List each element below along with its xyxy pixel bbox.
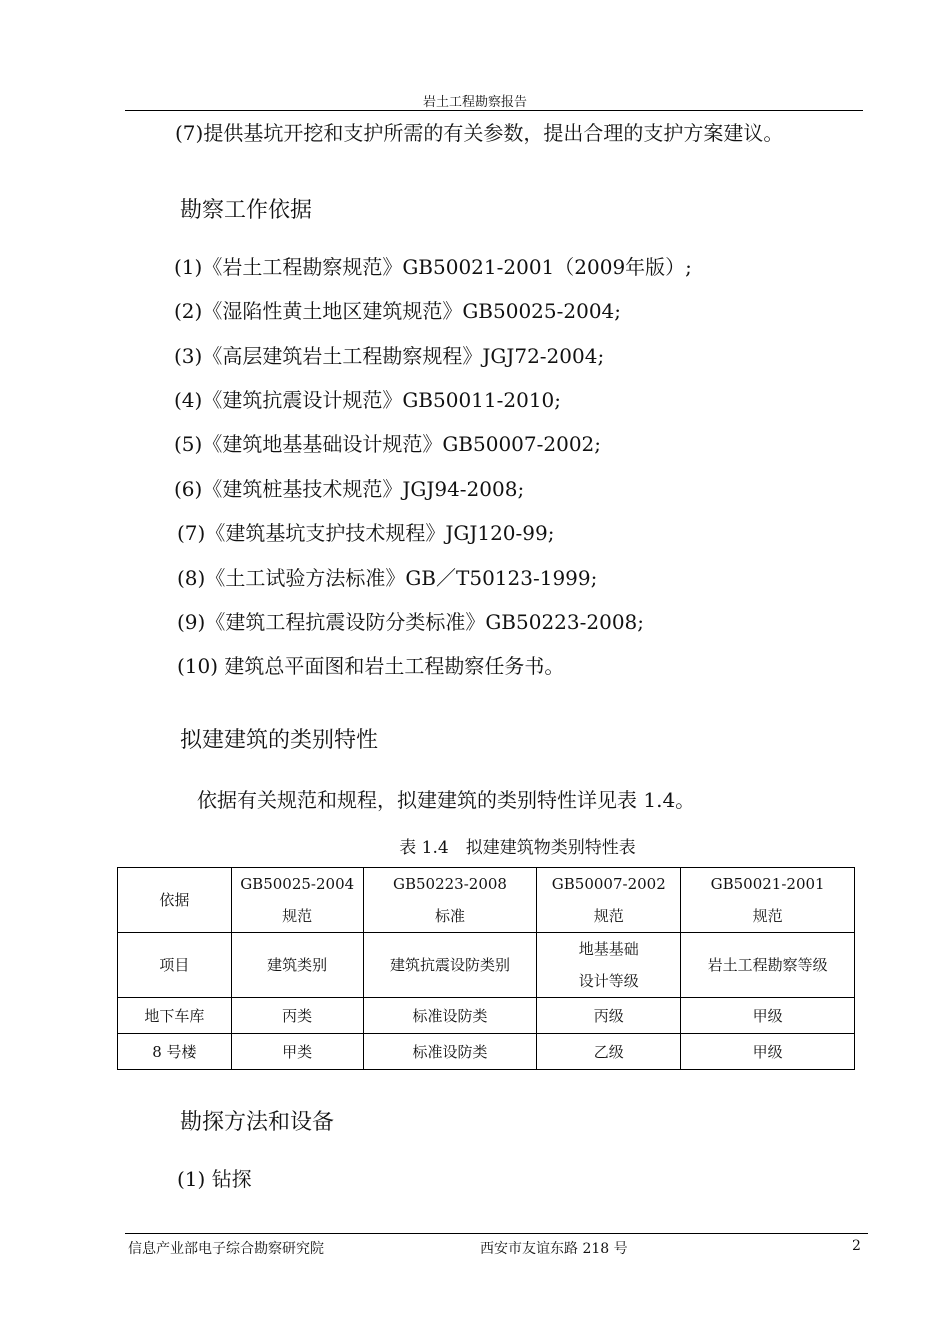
basis-item: (3)《高层建筑岩土工程勘察规程》JGJ72-2004; [174, 344, 605, 368]
table-cell: 项目 [118, 933, 232, 998]
table-cell-line: GB50223-2008 [393, 875, 507, 893]
basis-item: (8)《土工试验方法标准》GB／T50123-1999; [177, 566, 598, 590]
basis-item: (6)《建筑桩基技术规范》JGJ94-2008; [174, 477, 525, 501]
table-cell: 依据 [118, 868, 232, 933]
basis-item: (7)《建筑基坑支护技术规程》JGJ120-99; [177, 521, 555, 545]
basis-item: (1)《岩土工程勘察规范》GB50021-2001（2009年版）; [174, 255, 692, 279]
table-cell-line: 规范 [282, 907, 313, 925]
building-category-table [117, 867, 855, 1070]
table-row [118, 868, 855, 933]
table-cell: 岩土工程勘察等级 [681, 933, 855, 998]
footer-organization: 信息产业部电子综合勘察研究院 [128, 1241, 324, 1257]
table-cell: 8 号楼 [118, 1034, 232, 1070]
heading-exploration-method: 勘探方法和设备 [180, 1110, 335, 1135]
table-cell [537, 933, 681, 998]
category-paragraph: 依据有关规范和规程，拟建建筑的类别特性详见表 1.4。 [197, 788, 696, 812]
table-cell: 标准设防类 [363, 1034, 537, 1070]
table-cell: 乙级 [537, 1034, 681, 1070]
table-cell-line: 规范 [752, 907, 783, 925]
table-cell: 甲级 [681, 998, 855, 1034]
footer-rule [125, 1233, 868, 1234]
table-cell-line: GB50025-2004 [240, 875, 355, 893]
table-cell-line: GB50007-2002 [551, 875, 666, 893]
table-cell [537, 868, 681, 933]
page-number: 2 [852, 1238, 861, 1254]
table-cell-line: GB50021-2001 [710, 875, 825, 893]
table-cell [363, 868, 537, 933]
table-cell-line: 标准 [434, 907, 465, 925]
table-cell: 甲级 [681, 1034, 855, 1070]
basis-item: (5)《建筑地基基础设计规范》GB50007-2002; [174, 432, 602, 456]
table-row [118, 933, 855, 998]
method-item: (1) 钻探 [177, 1167, 252, 1191]
intro-line: (7)提供基坑开挖和支护所需的有关参数，提出合理的支护方案建议。 [175, 121, 784, 145]
heading-survey-basis: 勘察工作依据 [180, 198, 313, 223]
basis-item: (2)《湿陷性黄土地区建筑规范》GB50025-2004; [174, 299, 622, 323]
table-cell: 地下车库 [118, 998, 232, 1034]
table-cell [681, 868, 855, 933]
table-cell: 甲类 [231, 1034, 363, 1070]
table-cell-line: 规范 [593, 907, 624, 925]
footer-address: 西安市友谊东路 218 号 [480, 1241, 628, 1257]
header-rule [125, 110, 863, 111]
table-cell-line: 地基基础 [578, 940, 639, 958]
table-cell: 建筑抗震设防类别 [363, 933, 537, 998]
table-caption: 表 1.4 拟建建筑物类别特性表 [399, 838, 636, 858]
table-cell: 建筑类别 [231, 933, 363, 998]
table-cell: 丙级 [537, 998, 681, 1034]
page-header-title: 岩土工程勘察报告 [422, 95, 527, 110]
basis-item: (9)《建筑工程抗震设防分类标准》GB50223-2008; [177, 610, 645, 634]
table-row [118, 998, 855, 1034]
table-cell: 丙类 [231, 998, 363, 1034]
heading-building-category: 拟建建筑的类别特性 [180, 728, 379, 753]
basis-item: (4)《建筑抗震设计规范》GB50011-2010; [174, 388, 562, 412]
table-cell-line: 设计等级 [578, 972, 639, 990]
table-cell: 标准设防类 [363, 998, 537, 1034]
basis-item: (10) 建筑总平面图和岩土工程勘察任务书。 [177, 654, 565, 678]
table-cell [231, 868, 363, 933]
table-row [118, 1034, 855, 1070]
